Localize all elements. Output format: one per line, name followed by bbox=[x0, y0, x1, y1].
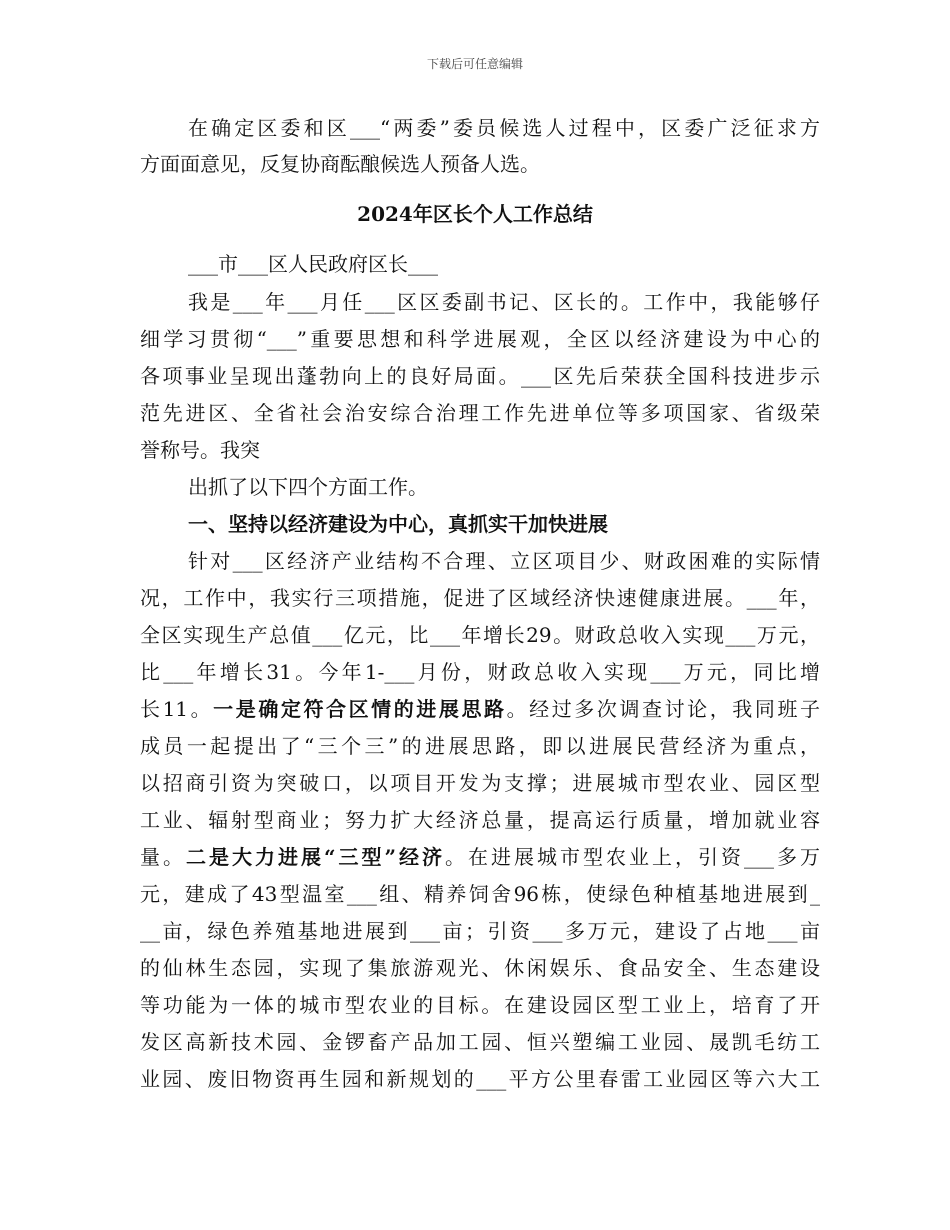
p3-line-11: __亩，绿色养殖基地进展到___亩；引资___多万元，建设了占地___亩 bbox=[140, 919, 820, 943]
p3-line-15: 业园、废旧物资再生园和新规划的___平方公里春雷工业园区等六大工 bbox=[140, 1067, 820, 1091]
p1-line-1: 我是___年___月任___区区委副书记、区长的。工作中，我能够仔 bbox=[188, 290, 820, 314]
p1-line-5: 誉称号。我突 bbox=[140, 438, 260, 462]
p3-line-1: 针对___区经济产业结构不合理、立区项目少、财政困难的实际情 bbox=[188, 549, 820, 573]
p1-line-3: 各项事业呈现出蓬勃向上的良好局面。___区先后荣获全国科技进步示 bbox=[140, 364, 820, 388]
p3-line-2: 况，工作中，我实行三项措施，促进了区域经济快速健康进展。___年， bbox=[140, 586, 820, 610]
p1-line-2: 细学习贯彻“___”重要思想和科学进展观，全区以经济建设为中心的 bbox=[140, 327, 820, 351]
p3-line-9 bbox=[140, 842, 820, 872]
p3-line-10: 元，建成了43型温室___组、精养饲舍96栋，使绿色种植基地进展到_ bbox=[140, 882, 820, 906]
p3-line-6: 成员一起提出了“三个三”的进展思路，即以进展民营经济为重点， bbox=[140, 734, 820, 758]
p3-bold-point-1: 一是确定符合区情的进展思路 bbox=[213, 697, 507, 721]
document-title: 2024年区长个人工作总结 bbox=[357, 202, 593, 226]
p3-line-3: 全区实现生产总值___亿元，比___年增长29。财政总收入实现___万元， bbox=[140, 623, 820, 647]
p3-line-5-text-c: 。经过多次调查讨论，我同班子 bbox=[506, 697, 821, 721]
p3-line-9-text-a: 量。 bbox=[140, 845, 186, 869]
intro-line-1: 在确定区委和区___“两委”委员候选人过程中，区委广泛征求方 bbox=[188, 116, 820, 140]
p3-line-5 bbox=[140, 694, 820, 724]
p1-line-4: 范先进区、全省社会治安综合治理工作先进单位等多项国家、省级荣 bbox=[140, 401, 820, 425]
intro-line-2: 方面面意见，反复协商酝酿候选人预备人选。 bbox=[140, 152, 540, 176]
p3-line-4: 比___年增长31。今年1-___月份，财政总收入实现___万元，同比增 bbox=[140, 660, 820, 684]
p3-line-8: 工业、辐射型商业；努力扩大经济总量，提高运行质量，增加就业容 bbox=[140, 808, 820, 832]
page-header: 下载后可任意编辑 bbox=[426, 57, 523, 71]
p3-bold-point-2: 二是大力进展“三型”经济 bbox=[186, 845, 446, 869]
p3-line-13: 等功能为一体的城市型农业的目标。在建设园区型工业上，培育了开 bbox=[140, 993, 820, 1017]
p3-line-14: 发区高新技术园、金锣畜产品加工园、恒兴塑编工业园、晟凯毛纺工 bbox=[140, 1030, 820, 1054]
p2-line: 出抓了以下四个方面工作。 bbox=[188, 475, 428, 499]
p3-line-5-text-a: 长11。 bbox=[140, 697, 214, 721]
p3-line-9-text-c: 。在进展城市型农业上，引资___多万 bbox=[445, 845, 821, 869]
p3-line-12: 的仙林生态园，实现了集旅游观光、休闲娱乐、食品安全、生态建设 bbox=[140, 956, 820, 980]
section-1-heading: 一、坚持以经济建设为中心，真抓实干加快进展 bbox=[188, 512, 608, 536]
byline: ___市___区人民政府区长___ bbox=[188, 252, 438, 276]
p3-line-7: 以招商引资为突破口，以项目开发为支撑；进展城市型农业、园区型 bbox=[140, 771, 820, 795]
